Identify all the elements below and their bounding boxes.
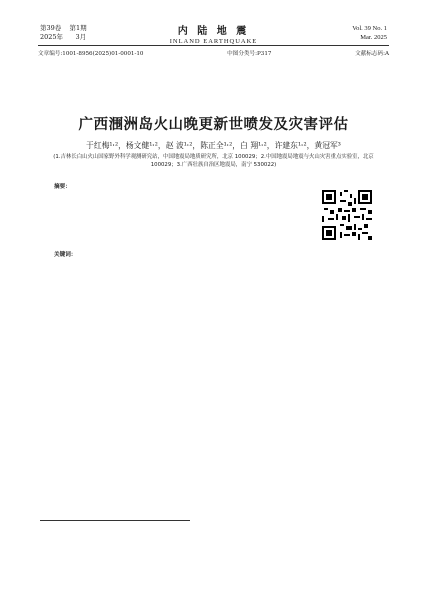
article-number: 文章编号:1001-8956(2025)01-0001-10 — [38, 51, 144, 57]
journal-name-en: INLAND EARTHQUAKE — [169, 38, 258, 45]
year-cn: 2025年 — [40, 33, 64, 41]
volume-en: Vol. 39 No. 1 — [352, 25, 387, 32]
volume-cn: 第39卷 — [40, 24, 62, 32]
article-meta — [38, 49, 389, 57]
qr-code-icon — [322, 190, 372, 240]
footnote-divider — [40, 520, 190, 521]
keywords — [54, 251, 373, 260]
date-en: Mar. 2025 — [360, 34, 387, 41]
abstract — [54, 183, 312, 192]
article-title: 广西涠洲岛火山晚更新世喷发及灾害评估 — [78, 117, 349, 133]
month-cn: 3月 — [75, 33, 87, 41]
journal-issue-en — [352, 24, 387, 42]
header-divider — [38, 45, 389, 46]
author-list: 于红梅¹˒²，杨文健¹˒²，赵 波¹˒²，陈正全¹˒²，白 翔¹˒²，许建东¹˒²，黄冠军³ — [86, 141, 341, 150]
abstract-label: 摘要： — [54, 184, 71, 190]
document-code: 文献标志码:A — [355, 51, 389, 57]
keywords-label: 关键词： — [54, 252, 77, 258]
affiliations: (1.吉林长白山火山国家野外科学观测研究站，中国地震局地质研究所，北京 100029；2.中国地震局地震与火山灾害重点实验室，北京 100029；3.广西壮族自治区地震局，南宁 530022) — [53, 154, 374, 168]
issue-cn: 第1期 — [69, 24, 87, 32]
clc-number: 中图分类号:P317 — [227, 51, 272, 57]
journal-name-cn: 内 陆 地 震 — [177, 26, 250, 37]
